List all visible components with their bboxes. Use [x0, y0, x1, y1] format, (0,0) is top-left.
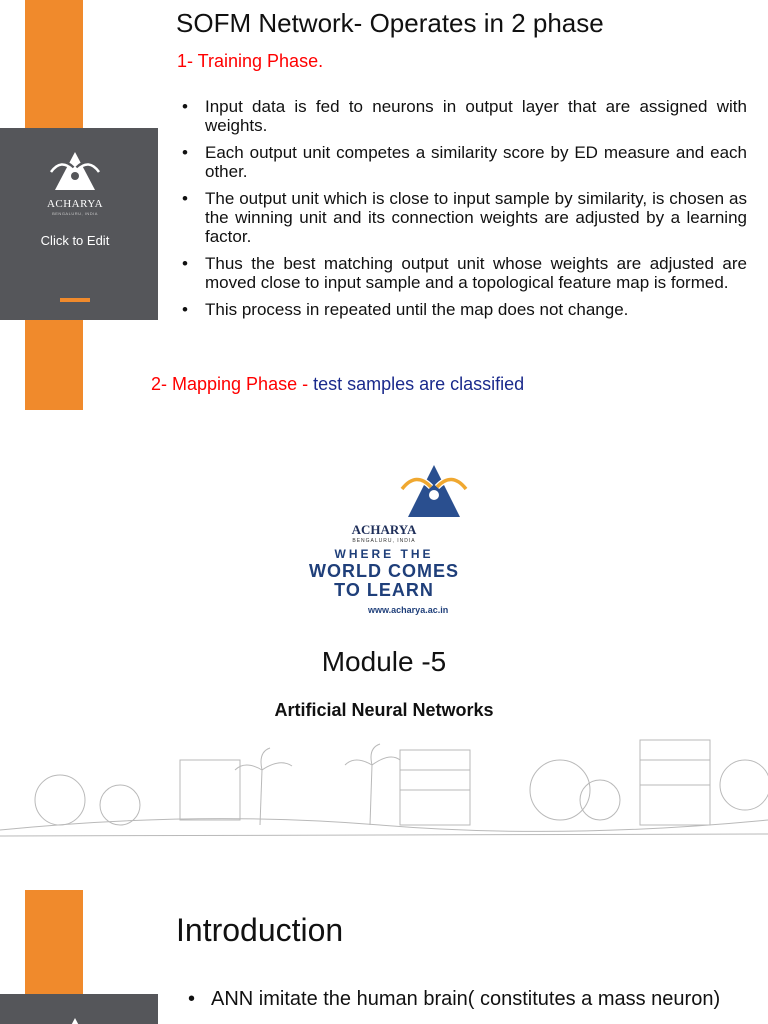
mapping-phase-desc: test samples are classified [308, 374, 525, 394]
sidebar-panel [0, 994, 158, 1024]
bullet-icon: • [182, 254, 188, 273]
bullet-icon: • [182, 143, 188, 162]
list-item: • Input data is fed to neurons in output layer that are assigned with weights. [182, 97, 747, 135]
bullet-icon: • [182, 189, 188, 208]
acharya-logo-icon [47, 1016, 103, 1024]
bullet-icon: • [188, 988, 196, 1010]
slide-sofm [0, 0, 768, 410]
intro-bullet-list [186, 988, 742, 1018]
sidebar-tagline: BENGALURU, INDIA [52, 211, 98, 216]
website-link[interactable]: www.acharya.ac.in [368, 605, 449, 615]
list-item: • ANN imitate the human brain( constitutes a mass neuron) [188, 988, 721, 1010]
subject-title: Artificial Neural Networks [274, 700, 494, 720]
campus-sketch-illustration [0, 730, 768, 840]
slogan-line-1: WHERE THE [334, 547, 434, 561]
bullet-icon: • [182, 97, 188, 116]
list-item: • Thus the best matching output unit whose weights are adjusted are moved close to input sample and a topological feature map is formed. [182, 254, 747, 292]
list-item: • Each output unit competes a similarity score by ED measure and each other. [182, 143, 747, 181]
brand-name: ACHARYA [351, 522, 417, 537]
slogan-line-2: WORLD COMES [309, 561, 459, 581]
slide-introduction [0, 890, 768, 1024]
intro-title: Introduction [176, 912, 344, 948]
slide-module-title [0, 410, 768, 890]
acharya-main-logo-icon [398, 463, 470, 519]
brand-location: BENGALURU, INDIA [352, 538, 416, 544]
click-to-edit-label[interactable]: Click to Edit [40, 233, 110, 248]
slide-title: SOFM Network- Operates in 2 phase [176, 8, 604, 38]
list-item: • This process in repeated until the map does not change. [182, 300, 629, 319]
sidebar-panel [0, 128, 158, 320]
sidebar-brand: ACHARYA [46, 198, 104, 210]
list-item: • The output unit which is close to input sample by similarity, is chosen as the winning unit and its connection weights are adjusted by a learning factor. [182, 189, 747, 246]
mapping-phase-label: 2- Mapping Phase - [151, 374, 309, 394]
module-heading: Module -5 [321, 646, 447, 677]
mapping-phase-line [151, 374, 524, 395]
training-bullet-list [180, 97, 747, 327]
bullet-icon: • [182, 300, 188, 319]
acharya-logo-icon [47, 150, 103, 192]
slogan-line-3: TO LEARN [334, 580, 434, 600]
orange-dash [60, 298, 90, 302]
training-phase-heading: 1- Training Phase. [177, 51, 324, 71]
